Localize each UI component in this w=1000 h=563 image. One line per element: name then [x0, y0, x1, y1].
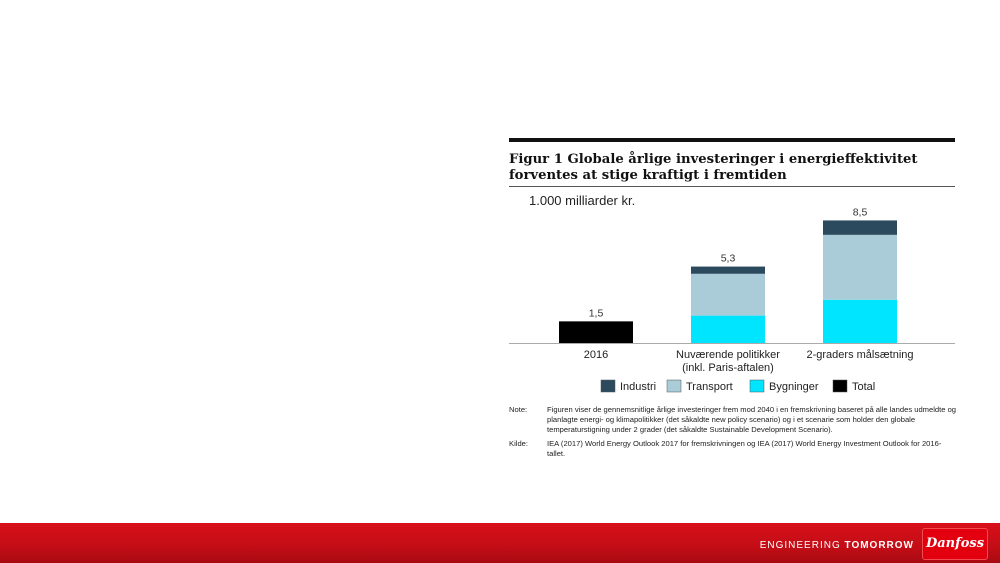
- note-row: [509, 405, 959, 435]
- total-label: 8,5: [852, 206, 868, 219]
- notes-block: [509, 405, 959, 463]
- x-tick-label: (inkl. Paris-aftalen): [682, 362, 774, 374]
- source-text: IEA (2017) World Energy Outlook 2017 for fremskrivningen og IEA (2017) World Energy Investment Outlook for 2016-tallet.: [547, 439, 942, 458]
- bar-segment-total: [559, 321, 633, 343]
- tagline: [760, 540, 914, 551]
- title-rule: [509, 186, 955, 187]
- legend-label-transport: Transport: [686, 381, 733, 393]
- legend-label-bygninger: Bygninger: [769, 381, 819, 393]
- note-label: Note:: [509, 405, 528, 414]
- footer-bar: [0, 523, 1000, 563]
- bar-segment-bygninger: [691, 316, 765, 343]
- source-row: [509, 439, 959, 459]
- top-rule: [509, 138, 955, 142]
- legend-swatch-bygninger: [750, 380, 764, 392]
- legend-swatch-industri: [601, 380, 615, 392]
- figure-title: Figur 1 Globale årlige investeringer i energieffektivitet forventes at stige kraftigt i fremtiden: [509, 152, 918, 183]
- source-label: Kilde:: [509, 439, 528, 448]
- danfoss-logo[interactable]: Danfoss: [922, 528, 988, 560]
- unit-label: 1.000 milliarder kr.: [529, 193, 636, 208]
- bar-segment-transport: [823, 235, 897, 300]
- legend-label-industri: Industri: [620, 381, 657, 393]
- x-tick-label: 2-graders målsætning: [806, 349, 914, 361]
- total-label: 5,3: [720, 252, 736, 265]
- legend-swatch-total: [833, 380, 847, 392]
- bar-segment-transport: [691, 274, 765, 316]
- bar-segment-industri: [691, 267, 765, 274]
- stacked-bar-chart: [509, 188, 955, 398]
- legend-label-total: Total: [852, 381, 876, 393]
- bar-segment-industri: [823, 220, 897, 234]
- legend-swatch-transport: [667, 380, 681, 392]
- total-label: 1,5: [588, 307, 604, 320]
- figure: [509, 138, 955, 393]
- x-tick-label: 2016: [583, 349, 609, 361]
- x-tick-label: Nuværende politikker: [676, 349, 780, 361]
- tagline-light: ENGINEERING: [759, 540, 845, 551]
- note-text: Figuren viser de gennemsnitlige årlige investeringer frem mod 2040 i en fremskrivning baseret på alle landes udmeldte og planlagte energi- og klimapolitikker (det såkaldte new policy scenario) og i et scenarie som holder den globale temperaturstigning under 2 grader (det såkaldte Sustainable Development Scenario).: [547, 405, 957, 434]
- bar-segment-bygninger: [823, 300, 897, 343]
- tagline-bold: TOMORROW: [844, 540, 914, 551]
